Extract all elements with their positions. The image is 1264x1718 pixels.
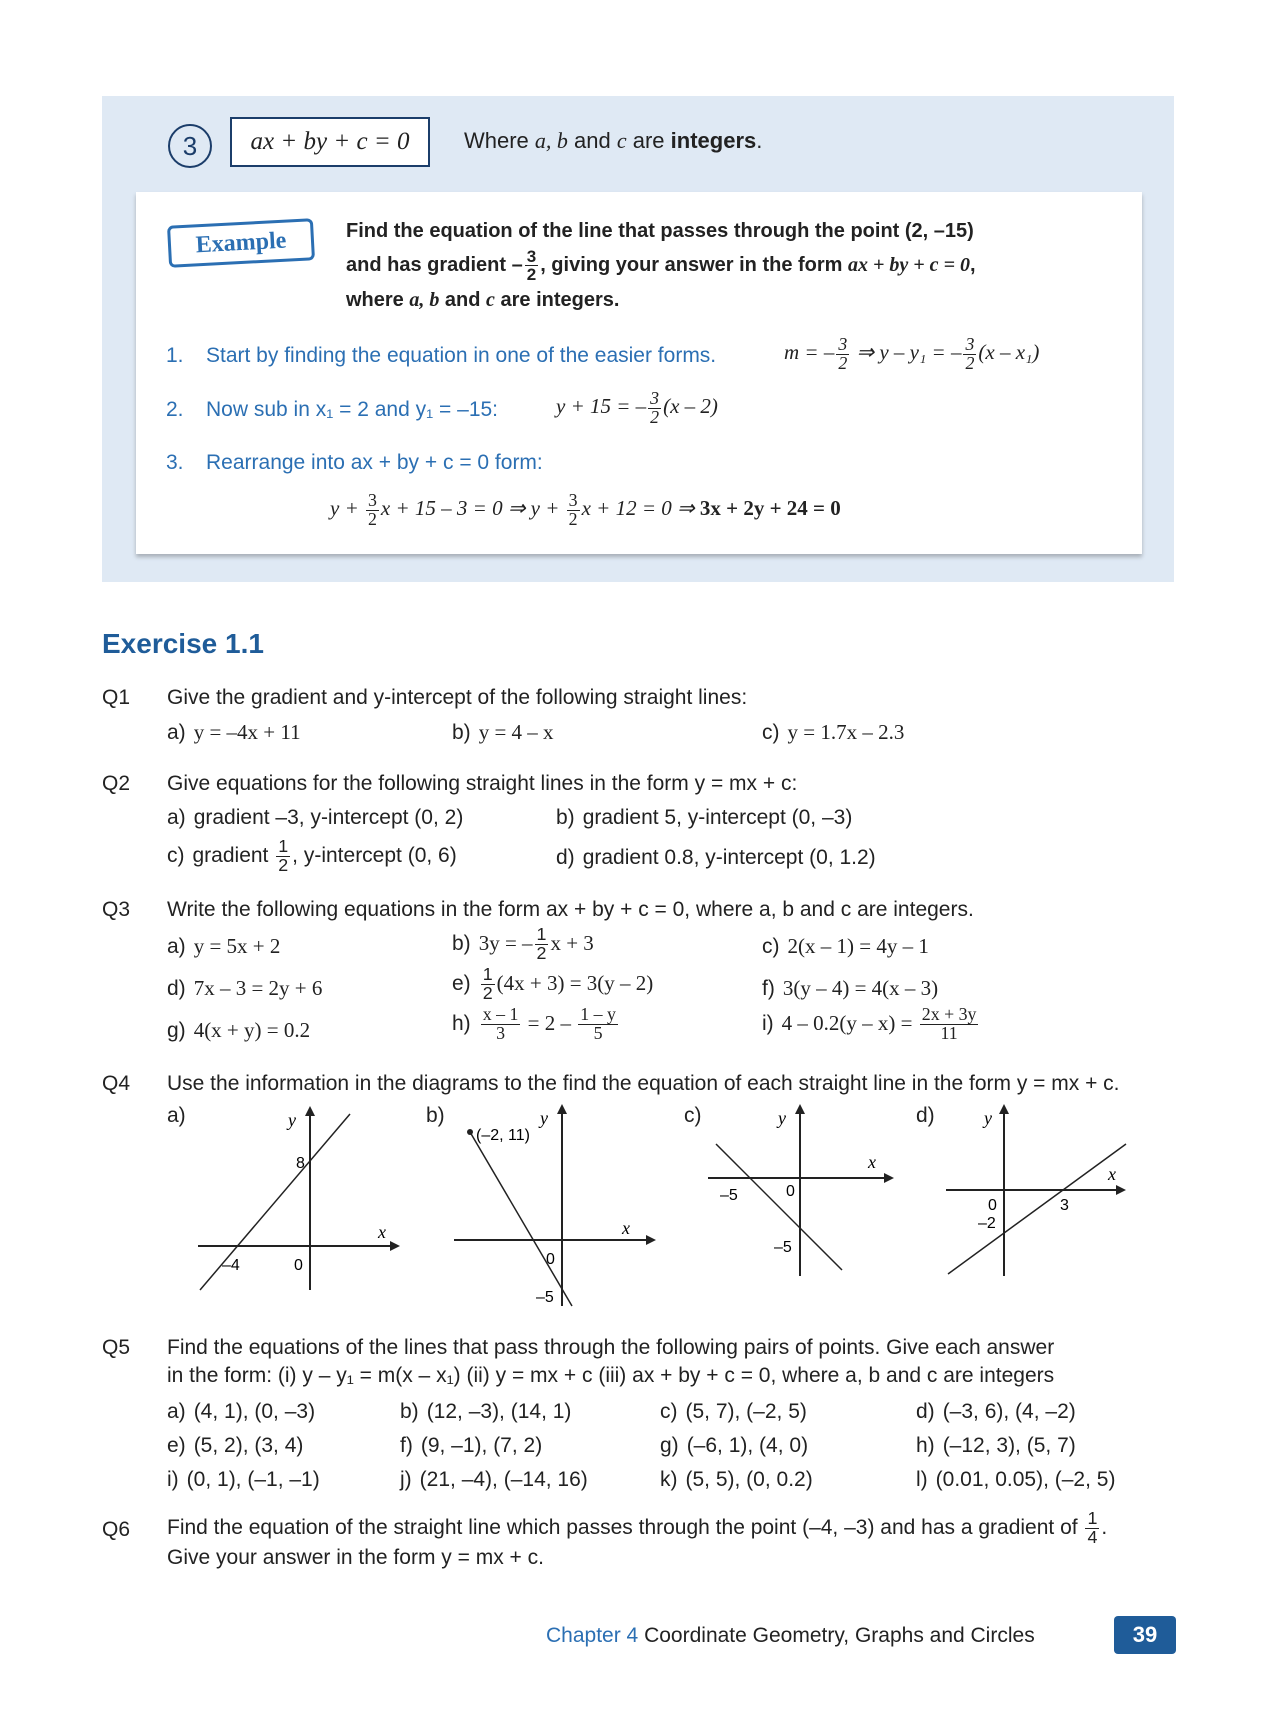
- origin-label: 0: [988, 1197, 997, 1214]
- intercept-label: 8: [296, 1155, 305, 1172]
- intercept-label: –5: [536, 1289, 554, 1306]
- step-1-math: m = – $\frac{3}{2}$ ⇒ y – y₁ = – $\frac{3}{2}$ (x – x₁): [784, 334, 1040, 373]
- q3-part-d: d) 7x – 3 = 2y + 6: [167, 976, 323, 1000]
- q5-part-e: e) (5, 2), (3, 4): [167, 1434, 304, 1457]
- x-arrow: [1116, 1185, 1126, 1195]
- q4-diagram-d: [944, 1100, 1134, 1280]
- q6-text-1: Find the equation of the straight line which passes through the point (–4, –3) and has a gradient of $\frac{1}{4}$ .: [167, 1508, 1108, 1547]
- q5-part-j: j) (21, –4), (–14, 16): [400, 1468, 588, 1491]
- y-arrow: [999, 1104, 1009, 1114]
- x-arrow: [884, 1173, 894, 1183]
- q5-part-d: d) (–3, 6), (4, –2): [916, 1400, 1076, 1423]
- form-number: 3: [168, 124, 212, 168]
- example-step-2: 2. Now sub in x₁ = 2 and y₁ = –15:: [166, 398, 499, 421]
- y-intercept-label: –2: [978, 1215, 996, 1232]
- q5-part-h: h) (–12, 3), (5, 7): [916, 1434, 1076, 1457]
- q3-part-a: a) y = 5x + 2: [167, 934, 281, 958]
- line: [948, 1144, 1126, 1274]
- q3-label: Q3: [102, 898, 131, 921]
- x-intercept-label: –4: [222, 1257, 240, 1274]
- form-description: Where a, b and c are integers.: [464, 128, 763, 153]
- q3-part-e: e) $\frac{1}{2}$ (4x + 3) = 3(y – 2): [452, 964, 654, 1003]
- q5-part-i: i) (0, 1), (–1, –1): [167, 1468, 320, 1491]
- q1-label: Q1: [102, 686, 131, 709]
- q6-text-2: Give your answer in the form y = mx + c.: [167, 1546, 544, 1569]
- x-intercept-label: 3: [1060, 1197, 1069, 1214]
- example-badge: Example: [167, 218, 315, 268]
- q5-text-1: Find the equations of the lines that pass through the following pairs of points. Give each answer: [167, 1336, 1055, 1359]
- q5-part-k: k) (5, 5), (0, 0.2): [660, 1468, 813, 1491]
- y-arrow: [557, 1104, 567, 1114]
- q5-part-b: b) (12, –3), (14, 1): [400, 1400, 572, 1423]
- q1-part-a: a) y = –4x + 11: [167, 720, 301, 744]
- example-step-1: 1. Start by finding the equation in one of the easier forms.: [166, 344, 717, 367]
- q5-part-l: l) (0.01, 0.05), (–2, 5): [916, 1468, 1116, 1491]
- q5-label: Q5: [102, 1336, 131, 1359]
- q4-diagram-a: [190, 1104, 400, 1294]
- origin-label: 0: [294, 1257, 303, 1274]
- q3-part-g: g) 4(x + y) = 0.2: [167, 1018, 311, 1042]
- page-number: 39: [1114, 1616, 1176, 1654]
- q3-part-c: c) 2(x – 1) = 4y – 1: [762, 934, 929, 958]
- example-question: Find the equation of the line that passes through the point (2, –15) and has gradient – $\frac{3}{2}$ , giving your answer in the form ax + by + c = 0, where a, b and c are integers.: [346, 220, 976, 312]
- line: [470, 1132, 572, 1306]
- y-intercept-label: –5: [774, 1239, 792, 1256]
- q5-part-c: c) (5, 7), (–2, 5): [660, 1400, 807, 1423]
- x-label: x: [378, 1222, 386, 1242]
- q5-part-g: g) (–6, 1), (4, 0): [660, 1434, 809, 1457]
- q1-part-b: b) y = 4 – x: [452, 720, 554, 744]
- y-arrow: [305, 1106, 315, 1116]
- q3-part-i: i) 4 – 0.2(y – x) = $\frac{2x + 3y}{11}$: [762, 1004, 977, 1043]
- q4-label: Q4: [102, 1072, 131, 1095]
- q4-diagram-d-label: d): [916, 1104, 935, 1127]
- point-label: (–2, 11): [476, 1127, 530, 1144]
- q4-text: Use the information in the diagrams to the find the equation of each straight line in the form y = mx + c.: [167, 1072, 1120, 1095]
- y-label: y: [984, 1108, 992, 1128]
- q2-label: Q2: [102, 772, 131, 795]
- x-label: x: [868, 1152, 876, 1172]
- x-arrow: [390, 1241, 400, 1251]
- q4-diagram-b-label: b): [426, 1104, 445, 1127]
- q3-part-b: b) 3y = – $\frac{1}{2}$ x + 3: [452, 924, 594, 963]
- y-label: y: [778, 1108, 786, 1128]
- q5-part-a: a) (4, 1), (0, –3): [167, 1400, 316, 1423]
- q3-part-h: h) $\frac{x - 1}{3}$ = 2 – $\frac{1 - y}{5}$: [452, 1004, 616, 1043]
- q6-label: Q6: [102, 1518, 131, 1541]
- q2-part-c: c) gradient $\frac{1}{2}$ , y-intercept (0, 6): [167, 836, 457, 875]
- y-arrow: [795, 1104, 805, 1114]
- example-step-3: 3. Rearrange into ax + by + c = 0 form:: [166, 451, 543, 474]
- q5-text-2: in the form: (i) y – y₁ = m(x – x₁) (ii) y = mx + c (iii) ax + by + c = 0, where a, b and c are integers: [167, 1364, 1055, 1387]
- q1-part-c: c) y = 1.7x – 2.3: [762, 720, 905, 744]
- x-label: x: [622, 1218, 630, 1238]
- y-label: y: [540, 1108, 548, 1128]
- exercise-title: Exercise 1.1: [102, 628, 264, 659]
- q4-diagram-b: [450, 1100, 660, 1308]
- y-label: y: [288, 1110, 296, 1130]
- x-arrow: [646, 1235, 656, 1245]
- q4-diagram-c-label: c): [684, 1104, 702, 1127]
- q4-diagram-a-label: a): [167, 1104, 186, 1127]
- q3-part-f: f) 3(y – 4) = 4(x – 3): [762, 976, 939, 1000]
- point: [467, 1129, 473, 1135]
- q2-text: Give equations for the following straight lines in the form y = mx + c:: [167, 772, 798, 795]
- form-equation: ax + by + c = 0: [230, 117, 430, 167]
- q5-part-f: f) (9, –1), (7, 2): [400, 1434, 543, 1457]
- step-3-math: y + $\frac{3}{2}$ x + 15 – 3 = 0 ⇒ y + $\frac{3}{2}$ x + 12 = 0 ⇒ 3x + 2y + 24 = 0: [330, 490, 841, 529]
- origin-label: 0: [546, 1251, 555, 1268]
- step-2-math: y + 15 = – $\frac{3}{2}$ (x – 2): [556, 388, 718, 427]
- x-intercept-label: –5: [720, 1187, 738, 1204]
- q1-text: Give the gradient and y-intercept of the following straight lines:: [167, 686, 748, 709]
- x-label: x: [1108, 1164, 1116, 1184]
- q2-part-a: a) gradient –3, y-intercept (0, 2): [167, 806, 464, 829]
- footer-chapter: Chapter 4 Coordinate Geometry, Graphs and Circles: [546, 1624, 1035, 1647]
- q4-diagram-c: [708, 1100, 908, 1280]
- origin-label: 0: [786, 1183, 795, 1200]
- q2-part-d: d) gradient 0.8, y-intercept (0, 1.2): [556, 846, 876, 869]
- q2-part-b: b) gradient 5, y-intercept (0, –3): [556, 806, 853, 829]
- q3-text: Write the following equations in the form ax + by + c = 0, where a, b and c are integers.: [167, 898, 974, 921]
